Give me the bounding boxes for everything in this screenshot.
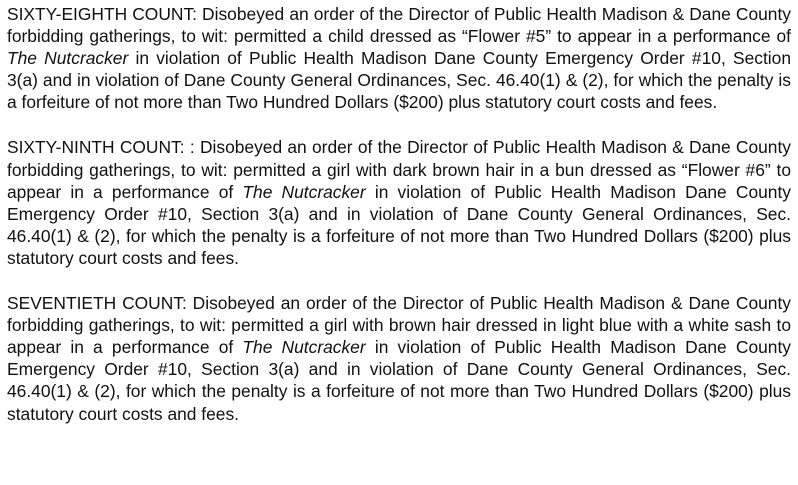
count-text-after: in violation of Public Health Madison Dane County Emergency Order #10, Section 3(a) and in violation of Dane County General Ordinances, Sec. 46.40(1) & (2), for which the penalty is a forfeiture of not more than Two Hundred Dollars ($200) plus statutory court costs and fees.	[7, 181, 791, 268]
count-paragraph-68	[7, 3, 791, 113]
document-page	[7, 3, 791, 425]
count-paragraph-70	[7, 292, 791, 425]
count-paragraph-69	[7, 136, 791, 269]
work-title: The Nutcracker	[7, 48, 129, 69]
work-title: The Nutcracker	[242, 337, 366, 358]
count-text-before: SIXTY-EIGHTH COUNT: Disobeyed an order of the Director of Public Health Madison & Dane County forbidding gatherings, to wit: permitted a child dressed as “Flower #5” to appear in a performance of	[7, 4, 791, 47]
count-text-after: in violation of Public Health Madison Dane County Emergency Order #10, Section 3(a) and in violation of Dane County General Ordinances, Sec. 46.40(1) & (2), for which the penalty is a forfeiture of not more than Two Hundred Dollars ($200) plus statutory court costs and fees.	[7, 337, 791, 424]
count-text-before: SEVENTIETH COUNT: Disobeyed an order of the Director of Public Health Madison & Dane County forbidding gatherings, to wit: permitted a girl with brown hair dressed in light blue with a white sash to appear in a performance of	[7, 293, 791, 358]
work-title: The Nutcracker	[242, 181, 366, 202]
count-text-after: in violation of Public Health Madison Dane County Emergency Order #10, Section 3(a) and in violation of Dane County General Ordinances, Sec. 46.40(1) & (2), for which the penalty is a forfeiture of not more than Two Hundred Dollars ($200) plus statutory court costs and fees.	[7, 48, 791, 113]
count-text-before: SIXTY-NINTH COUNT: : Disobeyed an order of the Director of Public Health Madison & Dane County forbidding gatherings, to wit: permitted a girl with dark brown hair in a bun dressed as “Flower #6” to appear in a performance of	[7, 137, 791, 202]
